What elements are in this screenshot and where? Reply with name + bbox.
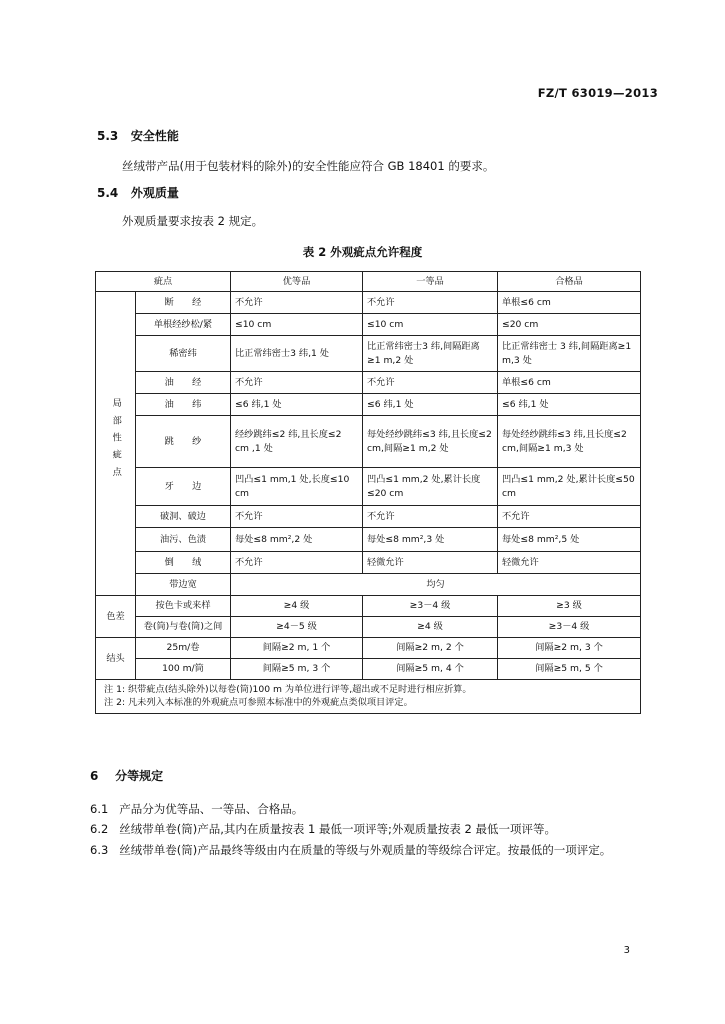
cell-grade2: 不允许 <box>363 292 498 314</box>
cell-grade3: 不允许 <box>498 506 641 528</box>
header-grade1: 优等品 <box>231 272 363 292</box>
section-5-3-heading <box>97 127 179 144</box>
table-row <box>96 528 641 552</box>
cell-grade1: 比正常纬密士3 纬,1 处 <box>231 336 363 372</box>
header-defect: 疵点 <box>96 272 231 292</box>
cell-grade3: ≥3－4 级 <box>498 617 641 638</box>
cell-grade1: 不允许 <box>231 292 363 314</box>
table-header-row <box>96 272 641 292</box>
group-joint-label: 结头 <box>96 638 136 680</box>
table-row <box>96 596 641 617</box>
group-local-label: 局部性疵点 <box>96 292 136 596</box>
section-number: 5.3 <box>97 129 119 143</box>
section-number: 5.4 <box>97 186 119 200</box>
row-name: 断 经 <box>136 292 231 314</box>
row-name: 100 m/筒 <box>136 659 231 680</box>
clause-number: 6.1 <box>90 802 109 816</box>
cell-grade3: 轻微允许 <box>498 552 641 574</box>
cell-grade3: 凹凸≤1 mm,2 处,累计长度≤50 cm <box>498 468 641 506</box>
section-number: 6 <box>90 769 99 783</box>
page-number: 3 <box>623 945 630 956</box>
row-name: 按色卡或来样 <box>136 596 231 617</box>
table-row <box>96 506 641 528</box>
section-title: 安全性能 <box>130 129 179 143</box>
section-title: 外观质量 <box>130 186 179 200</box>
table-row <box>96 638 641 659</box>
table-notes <box>96 680 641 714</box>
cell-grade2: ≤6 纬,1 处 <box>363 394 498 416</box>
row-name: 稀密纬 <box>136 336 231 372</box>
cell-grade1: ≥4 级 <box>231 596 363 617</box>
cell-grade3: 每处经纱跳纬≤3 纬,且长度≤2 cm,间隔≥1 m,3 处 <box>498 416 641 468</box>
clause-number: 6.2 <box>90 822 109 836</box>
cell-grade2: ≥3－4 级 <box>363 596 498 617</box>
row-name: 带边宽 <box>136 574 231 596</box>
defect-table <box>95 271 641 714</box>
cell-grade1: 不允许 <box>231 506 363 528</box>
table-row <box>96 659 641 680</box>
cell-grade1: 间隔≥2 m, 1 个 <box>231 638 363 659</box>
section-6-heading <box>90 767 163 784</box>
cell-grade1: 凹凸≤1 mm,1 处,长度≤10 cm <box>231 468 363 506</box>
table-note: 注 2: 凡未列入本标准的外观疵点可参照本标准中的外观疵点类似项目评定。 <box>104 697 413 709</box>
clause-6-2 <box>90 821 650 837</box>
cell-grade3: 单根≤6 cm <box>498 292 641 314</box>
section-5-3-text: 丝绒带产品(用于包装材料的除外)的安全性能应符合 GB 18401 的要求。 <box>122 159 495 173</box>
cell-grade3: 间隔≥2 m, 3 个 <box>498 638 641 659</box>
row-name: 卷(筒)与卷(筒)之间 <box>136 617 231 638</box>
cell-grade1: 间隔≥5 m, 3 个 <box>231 659 363 680</box>
cell-grade2: 每处≤8 mm²,3 处 <box>363 528 498 552</box>
table-note: 注 1: 织带疵点(结头除外)以每卷(筒)100 m 为单位进行评等,超出或不足时进行相应折算。 <box>104 684 472 695</box>
table-row <box>96 552 641 574</box>
cell-grade2: ≤10 cm <box>363 314 498 336</box>
cell-grade3: ≤6 纬,1 处 <box>498 394 641 416</box>
cell-grade2: ≥4 级 <box>363 617 498 638</box>
cell-grade1: ≤6 纬,1 处 <box>231 394 363 416</box>
cell-grade3: 单根≤6 cm <box>498 372 641 394</box>
clause-text: 丝绒带单卷(筒)产品,其内在质量按表 1 最低一项评等;外观质量按表 2 最低一项评等。 <box>119 822 557 836</box>
section-title: 分等规定 <box>115 769 164 783</box>
cell-grade3: 每处≤8 mm²,5 处 <box>498 528 641 552</box>
cell-grade2: 不允许 <box>363 506 498 528</box>
cell-grade3: 间隔≥5 m, 5 个 <box>498 659 641 680</box>
table-row <box>96 314 641 336</box>
cell-all-grades: 均匀 <box>231 574 641 596</box>
clause-6-3 <box>90 841 652 861</box>
table-row <box>96 372 641 394</box>
cell-grade1: ≥4－5 级 <box>231 617 363 638</box>
cell-grade2: 轻微允许 <box>363 552 498 574</box>
standard-number: FZ/T 63019—2013 <box>537 86 658 100</box>
cell-grade2: 间隔≥5 m, 4 个 <box>363 659 498 680</box>
table-notes-row <box>96 680 641 714</box>
table-row <box>96 336 641 372</box>
cell-grade2: 比正常纬密士3 纬,间隔距离≥1 m,2 处 <box>363 336 498 372</box>
row-name: 跳 纱 <box>136 416 231 468</box>
row-name: 25m/卷 <box>136 638 231 659</box>
cell-grade2: 每处经纱跳纬≤3 纬,且长度≤2 cm,间隔≥1 m,2 处 <box>363 416 498 468</box>
section-5-4-heading <box>97 184 179 201</box>
row-name: 油污、色渍 <box>136 528 231 552</box>
cell-grade1: 每处≤8 mm²,2 处 <box>231 528 363 552</box>
clause-number: 6.3 <box>90 843 109 857</box>
cell-grade2: 凹凸≤1 mm,2 处,累计长度≤20 cm <box>363 468 498 506</box>
row-name: 牙 边 <box>136 468 231 506</box>
table-row <box>96 468 641 506</box>
cell-grade1: 不允许 <box>231 552 363 574</box>
table-row <box>96 416 641 468</box>
cell-grade1: ≤10 cm <box>231 314 363 336</box>
cell-grade1: 不允许 <box>231 372 363 394</box>
table-row <box>96 292 641 314</box>
row-name: 油 经 <box>136 372 231 394</box>
cell-grade2: 间隔≥2 m, 2 个 <box>363 638 498 659</box>
clause-6-1 <box>90 801 650 817</box>
cell-grade3: ≥3 级 <box>498 596 641 617</box>
table-row <box>96 574 641 596</box>
cell-grade3: 比正常纬密士 3 纬,间隔距离≥1 m,3 处 <box>498 336 641 372</box>
clause-text: 丝绒带单卷(筒)产品最终等级由内在质量的等级与外观质量的等级综合评定。按最低的一项评定。 <box>119 843 612 857</box>
cell-grade3: ≤20 cm <box>498 314 641 336</box>
header-grade2: 一等品 <box>363 272 498 292</box>
row-name: 单根经纱松/紧 <box>136 314 231 336</box>
cell-grade2: 不允许 <box>363 372 498 394</box>
table-row <box>96 617 641 638</box>
row-name: 倒 绒 <box>136 552 231 574</box>
header-grade3: 合格品 <box>498 272 641 292</box>
cell-grade1: 经纱跳纬≤2 纬,且长度≤2 cm ,1 处 <box>231 416 363 468</box>
clause-text: 产品分为优等品、一等品、合格品。 <box>119 802 304 816</box>
section-5-4-text: 外观质量要求按表 2 规定。 <box>122 214 264 228</box>
group-color-label: 色差 <box>96 596 136 638</box>
row-name: 油 纬 <box>136 394 231 416</box>
table-caption: 表 2 外观疵点允许程度 <box>302 245 423 259</box>
row-name: 破洞、破边 <box>136 506 231 528</box>
table-row <box>96 394 641 416</box>
